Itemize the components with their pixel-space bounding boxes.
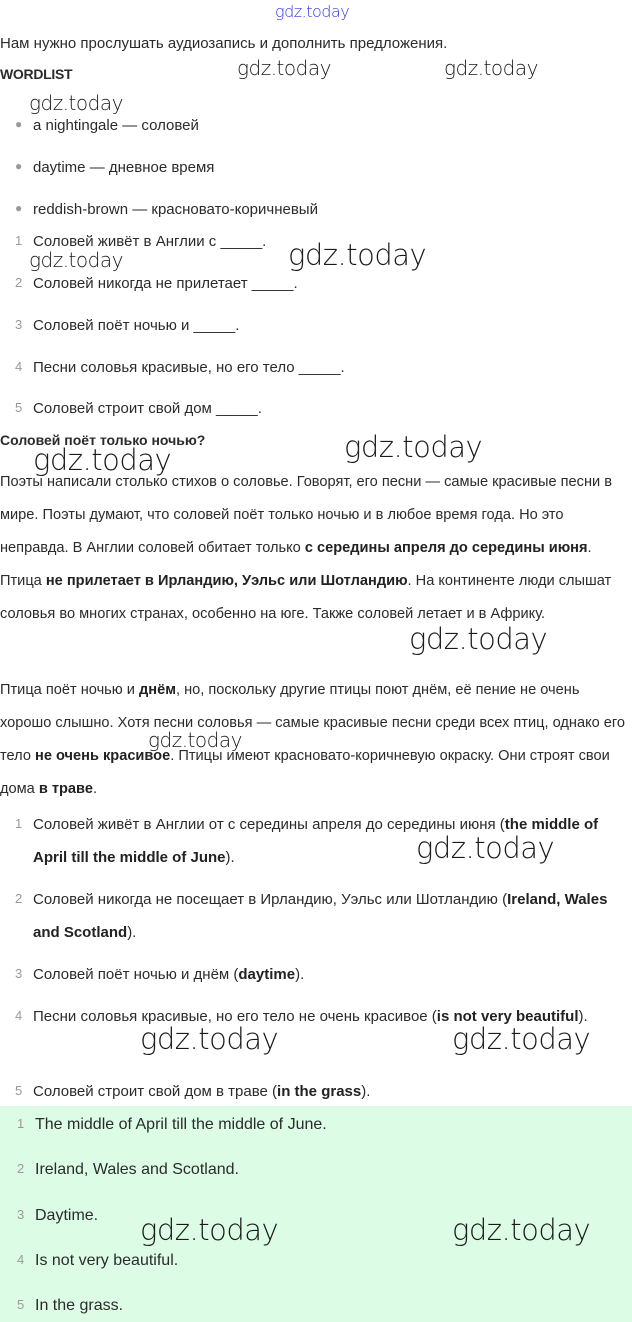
- answer-text: The middle of April till the middle of June.: [35, 1116, 327, 1133]
- answer-text: Is not very beautiful.: [35, 1252, 179, 1269]
- paragraph-2: [0, 674, 630, 806]
- text-heading: Соловей поёт только ночью?: [0, 432, 206, 448]
- watermark: gdz.today: [29, 248, 123, 272]
- text: , но, поскольку другие птицы поют днём, её пение не очень хорошо слышно. Хотя песни соловья — самые красивые песни среди всех птиц, однако его тело: [0, 682, 626, 764]
- text: .: [92, 781, 98, 797]
- watermark: gdz.today: [275, 2, 350, 21]
- item-number: 5: [17, 1297, 25, 1312]
- item-number: 5: [15, 1083, 23, 1098]
- item-number: 3: [17, 1207, 25, 1222]
- item-number: 5: [15, 400, 23, 415]
- item-number: 1: [15, 816, 23, 831]
- task-text: Песни соловья красивые, но его тело _____.: [33, 359, 345, 376]
- text: . На континенте люди слышат соловья во многих странах, особенно на юге. Также соловей летает и в Африку.: [0, 573, 612, 622]
- answer-text: Daytime.: [35, 1207, 99, 1224]
- watermark: gdz.today: [452, 1213, 591, 1247]
- item-number: 3: [15, 966, 23, 981]
- item-number: 2: [15, 891, 23, 906]
- explanation-text: Соловей строит свой дом в траве (in the grass).: [33, 1083, 371, 1100]
- bold-text: в траве: [38, 781, 93, 797]
- item-number: 2: [17, 1161, 25, 1176]
- watermark: gdz.today: [33, 443, 172, 477]
- bullet-icon: ●: [15, 117, 23, 131]
- watermark: gdz.today: [148, 728, 242, 752]
- item-number: 4: [15, 359, 23, 374]
- wordlist-text: a nightingale — соловей: [33, 117, 199, 134]
- watermark: gdz.today: [452, 1022, 591, 1056]
- bold-text: не очень красивое: [35, 748, 171, 764]
- explanation-text: Соловей живёт в Англии от с середины апреля до середины июня (the middle of April till the middle of June).: [33, 816, 599, 866]
- item-number: 4: [17, 1252, 25, 1267]
- task-text: Соловей поёт ночью и _____.: [33, 317, 240, 334]
- explanation-text: Песни соловья красивые, но его тело не очень красивое (is not very beautiful).: [33, 1008, 588, 1025]
- task-text: Соловей никогда не прилетает _____.: [33, 275, 298, 292]
- bold-text: с середины апреля до середины июня: [304, 540, 588, 556]
- task-text: Соловей строит свой дом _____.: [33, 400, 262, 417]
- watermark: gdz.today: [344, 430, 483, 464]
- watermark: gdz.today: [409, 622, 548, 656]
- text: Поэты написали столько стихов о соловье. Говорят, его песни — самые красивые песни в мире. Поэты думают, что соловей поёт только ночью и в любое время года. Но это неправда. В Англии соловей обитает только: [0, 474, 612, 556]
- watermark: gdz.today: [140, 1022, 279, 1056]
- item-number: 4: [15, 1008, 23, 1023]
- bullet-icon: ●: [15, 201, 23, 215]
- paragraph-1: [0, 466, 630, 631]
- item-number: 1: [15, 233, 23, 248]
- explanation-text: Соловей никогда не посещает в Ирландию, Уэльс или Шотландию (Ireland, Wales and Scotland).: [33, 891, 608, 941]
- watermark: gdz.today: [416, 831, 555, 865]
- text: . Птицы имеют красновато-коричневую окраску. Они строят свои дома: [0, 748, 610, 797]
- watermark: gdz.today: [288, 238, 427, 272]
- answer-text: Ireland, Wales and Scotland.: [35, 1161, 239, 1178]
- wordlist-text: reddish-brown — красновато-коричневый: [33, 201, 318, 218]
- item-number: 1: [17, 1116, 25, 1131]
- wordlist-heading: WORDLIST: [0, 66, 73, 82]
- watermark: gdz.today: [140, 1213, 279, 1247]
- watermark: gdz.today: [237, 56, 331, 80]
- bullet-icon: ●: [15, 159, 23, 173]
- task-text: Соловей живёт в Англии с _____.: [33, 233, 267, 250]
- watermark: gdz.today: [29, 91, 123, 115]
- text: Птица поёт ночью и: [0, 682, 139, 698]
- item-number: 3: [15, 317, 23, 332]
- instruction-text: Нам нужно прослушать аудиозапись и дополнить предложения.: [0, 35, 448, 52]
- watermark: gdz.today: [444, 56, 538, 80]
- explanation-text: Соловей поёт ночью и днём (daytime).: [33, 966, 305, 983]
- bold-text: днём: [139, 682, 176, 698]
- item-number: 2: [15, 275, 23, 290]
- wordlist-text: daytime — дневное время: [33, 159, 215, 176]
- text: . Птица: [0, 540, 592, 589]
- answer-text: In the grass.: [35, 1297, 124, 1314]
- bold-text: не прилетает в Ирландию, Уэльс или Шотландию: [45, 573, 408, 589]
